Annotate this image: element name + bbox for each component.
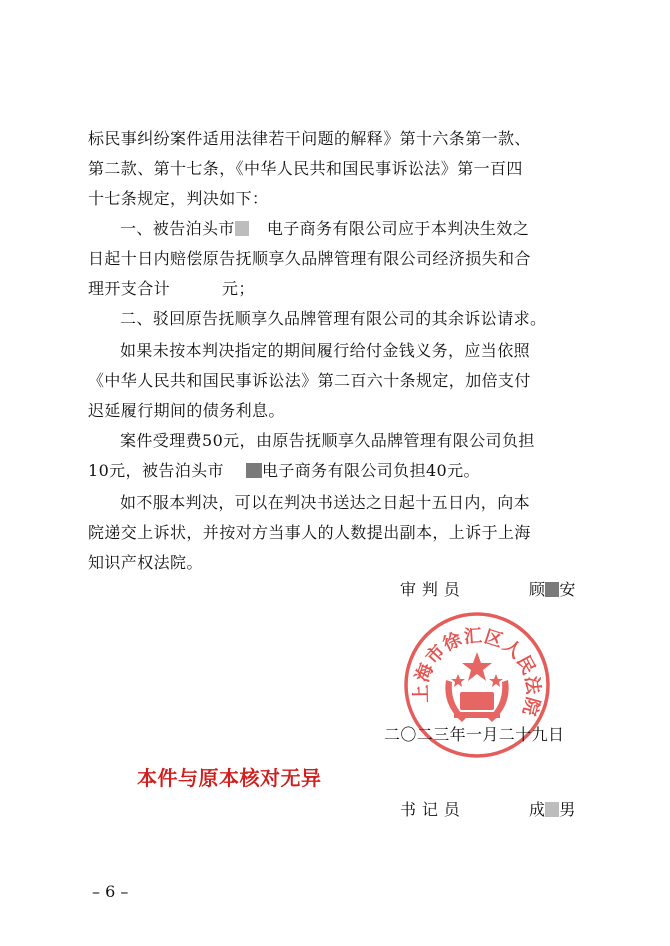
text-line: 迟延履行期间的债务利息。 bbox=[88, 401, 285, 420]
text-line: 如不服本判决，可以在判决书送达之日起十五日内，向本 bbox=[120, 493, 531, 512]
text-line: 第二款、第十七条，《中华人民共和国民事诉讼法》第一百四 bbox=[88, 159, 523, 178]
judge-title: 审 判 员 bbox=[400, 580, 461, 599]
national-emblem bbox=[445, 652, 508, 722]
clerk-name-part: 成 bbox=[529, 800, 546, 819]
certification-stamp: 本件与原本核对无异 bbox=[137, 766, 322, 790]
text-line: 十七条规定，判决如下： bbox=[88, 189, 269, 208]
text-line: 标民事纠纷案件适用法律若干问题的解释》第十六条第一款、 bbox=[88, 129, 531, 148]
seal-text: 上海市徐汇区人民法院 bbox=[410, 625, 544, 719]
clerk-title: 书 记 员 bbox=[400, 800, 461, 819]
redaction-block bbox=[545, 802, 559, 817]
judge-name bbox=[529, 577, 576, 600]
amount-line bbox=[88, 276, 255, 299]
text-line: 如果未按本判决指定的期间履行给付金钱义务，应当依照 bbox=[120, 341, 531, 360]
text-segment: 理开支合计 bbox=[88, 279, 171, 298]
text-line: 二、驳回原告抚顺享久品牌管理有限公司的其余诉讼请求。 bbox=[120, 309, 547, 328]
judge-name-part: 顾 bbox=[529, 580, 546, 599]
text-line: 《中华人民共和国民事诉讼法》第二百六十条规定，加倍支付 bbox=[88, 371, 531, 390]
text-line: 案件受理费50元，由原告抚顺享久品牌管理有限公司负担 bbox=[120, 431, 535, 450]
text-segment: 10元，被告泊头市 bbox=[88, 461, 224, 480]
judgment-date: 二〇二三年一月二十九日 bbox=[384, 725, 565, 744]
text-line: 知识产权法院。 bbox=[88, 553, 203, 572]
text-line: 院递交上诉状，并按对方当事人的人数提出副本，上诉于上海 bbox=[88, 523, 531, 542]
page-number: – 6 – bbox=[92, 882, 129, 901]
redaction-block bbox=[246, 463, 262, 478]
judge-name-part: 安 bbox=[559, 580, 576, 599]
text-segment: 元； bbox=[222, 279, 255, 298]
clerk-name-part: 男 bbox=[559, 800, 576, 819]
text-segment: 一、被告泊头市 bbox=[120, 219, 235, 238]
fee-line bbox=[88, 458, 480, 481]
text-line: 日起十日内赔偿原告抚顺享久品牌管理有限公司经济损失和合 bbox=[88, 249, 531, 268]
redaction-block bbox=[235, 221, 249, 236]
text-segment: 电子商务有限公司应于本判决生效之 bbox=[266, 219, 530, 238]
clerk-name bbox=[529, 797, 576, 820]
redaction-block bbox=[545, 582, 559, 597]
judgment-item-1-line bbox=[120, 216, 529, 239]
text-segment: 电子商务有限公司负担40元。 bbox=[261, 461, 480, 480]
